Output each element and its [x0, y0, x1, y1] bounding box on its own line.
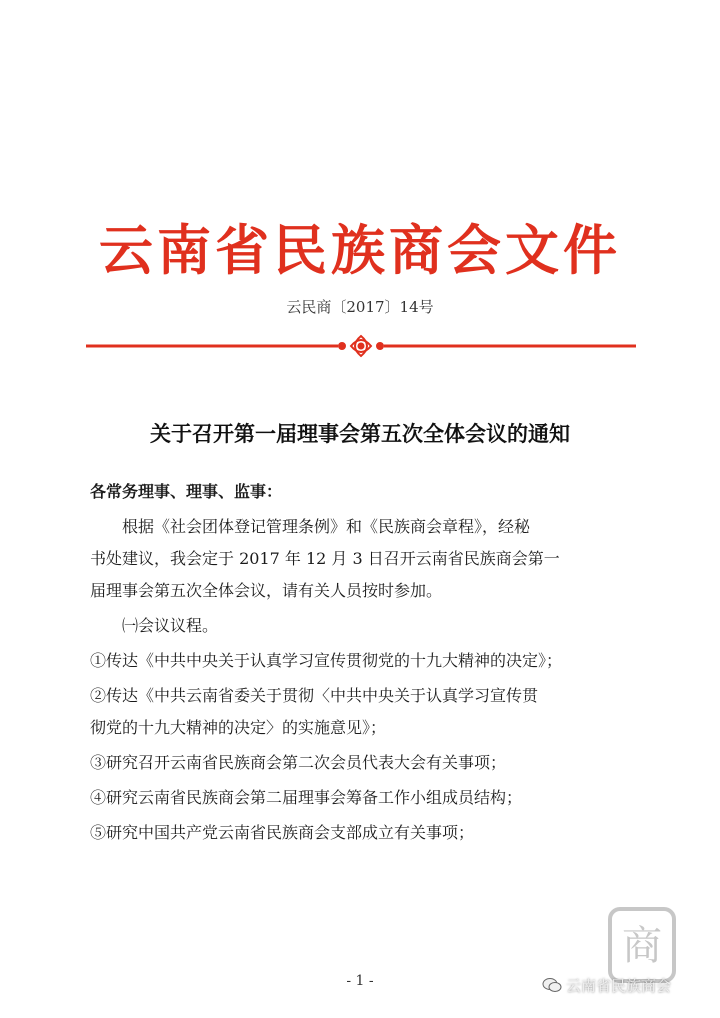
wechat-icon	[542, 977, 562, 993]
salutation: 各常务理事、理事、监事：	[90, 482, 283, 501]
intro-line-1: 根据《社会团体登记管理条例》和《民族商会章程》，经秘	[122, 517, 531, 536]
agenda-item: ④研究云南省民族商会第二届理事会筹备工作小组成员结构；	[90, 788, 523, 807]
notice-body	[90, 476, 638, 852]
agenda-item: ③研究召开云南省民族商会第二次会员代表大会有关事项；	[90, 753, 507, 772]
agenda-item: ①传达《中共中央关于认真学习宣传贯彻党的十九大精神的决定》；	[90, 651, 563, 670]
page-number: - 1 -	[346, 973, 374, 989]
intro-line-3: 届理事会第五次全体会议，请有关人员按时参加。	[90, 581, 443, 600]
agenda-item-continued: 彻党的十九大精神的决定〉的实施意见》；	[90, 718, 387, 737]
notice-title: 关于召开第一届理事会第五次全体会议的通知	[150, 421, 570, 446]
agenda-item: ②传达《中共云南省委关于贯彻〈中共中央关于认真学习宣传贯	[90, 686, 539, 705]
document-number: 云民商〔2017〕14号	[286, 298, 434, 316]
watermark-text: 云南省民族商会	[566, 976, 672, 995]
ornament-knot-icon	[339, 336, 383, 356]
red-divider-with-ornament	[86, 334, 636, 358]
seal-char: 商	[622, 923, 662, 969]
section-heading: ㈠会议议程。	[122, 616, 219, 635]
agenda-item: ⑤研究中国共产党云南省民族商会支部成立有关事项；	[90, 823, 475, 842]
org-header-title: 云南省民族商会文件	[99, 218, 621, 282]
wechat-watermark	[542, 973, 671, 997]
intro-line-2: 书处建议，我会定于 2017 年 12 月 3 日召开云南省民族商会第一	[90, 549, 560, 568]
